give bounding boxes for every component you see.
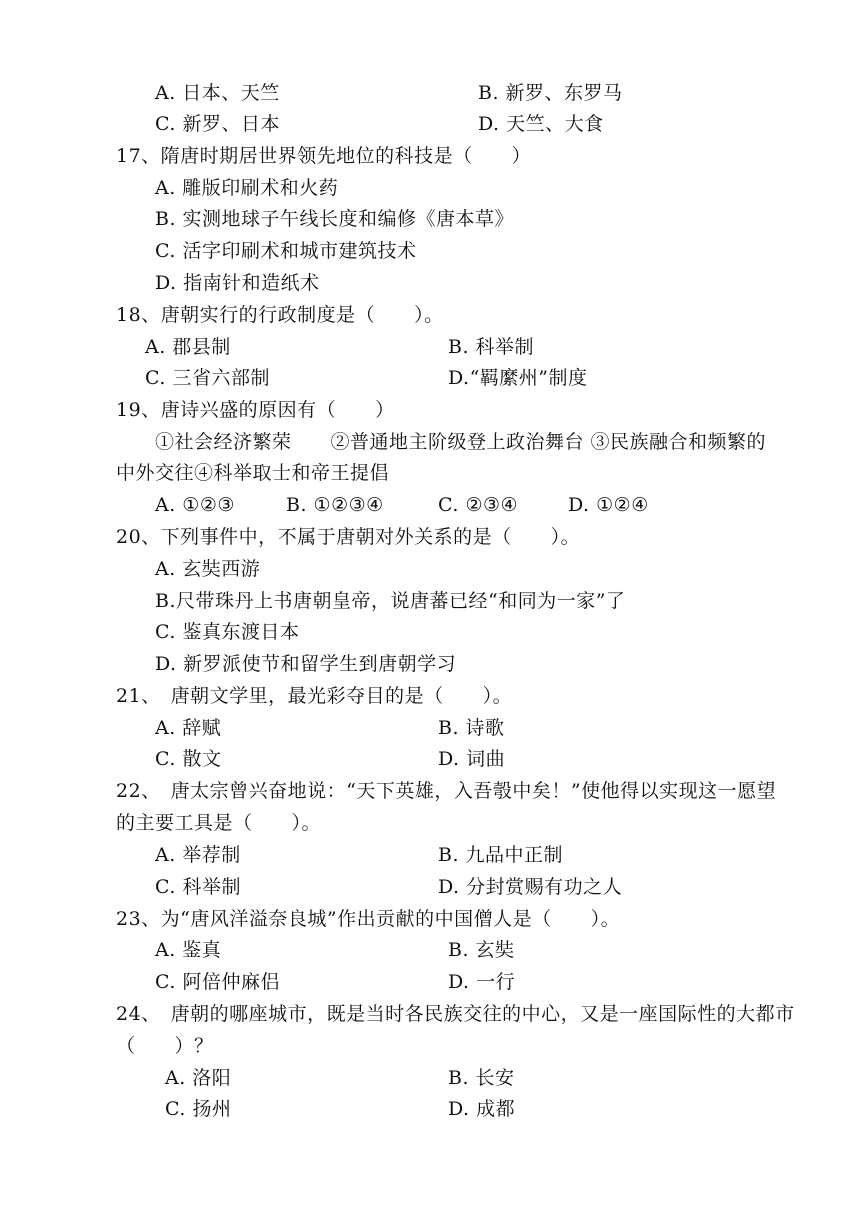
q16-option-d: D. 天竺、大食 bbox=[478, 113, 604, 135]
q23-option-b: B. 玄奘 bbox=[448, 939, 515, 961]
q24-option-c: C. 扬州 bbox=[165, 1098, 232, 1120]
q23-option-a: A. 鉴真 bbox=[155, 939, 222, 961]
q20-stem: 20、下列事件中，不属于唐朝对外关系的是（ ）。 bbox=[116, 526, 581, 548]
q21-option-c: C. 散文 bbox=[155, 748, 222, 770]
q23-option-d: D. 一行 bbox=[448, 971, 516, 993]
q22-stem-line2: 的主要工具是（ ）。 bbox=[116, 812, 322, 834]
q20-option-c: C. 鉴真东渡日本 bbox=[155, 621, 300, 643]
q24-option-d: D. 成都 bbox=[448, 1098, 516, 1120]
q24-stem-line1: 24、 唐朝的哪座城市，既是当时各民族交往的中心，又是一座国际性的大都市 bbox=[116, 1003, 795, 1025]
q17-option-b: B. 实测地球子午线长度和编修《唐本草》 bbox=[155, 208, 515, 230]
q21-option-a: A. 辞赋 bbox=[155, 717, 222, 739]
q19-stem: 19、唐诗兴盛的原因有（ ） bbox=[116, 399, 395, 421]
q20-option-b: B.尺带珠丹上书唐朝皇帝，说唐蕃已经“和同为一家”了 bbox=[155, 590, 626, 612]
q19-option-a: A. ①②③ bbox=[155, 494, 235, 516]
q21-stem: 21、 唐朝文学里，最光彩夺目的是（ ）。 bbox=[116, 685, 513, 707]
q20-option-a: A. 玄奘西游 bbox=[155, 558, 261, 580]
q24-stem-line2: （ ）？ bbox=[116, 1035, 214, 1057]
q16-option-b: B. 新罗、东罗马 bbox=[478, 82, 623, 104]
q18-option-a: A. 郡县制 bbox=[145, 336, 231, 358]
q18-stem: 18、唐朝实行的行政制度是（ ）。 bbox=[116, 304, 444, 326]
q22-option-d: D. 分封赏赐有功之人 bbox=[438, 876, 623, 898]
q17-option-d: D. 指南针和造纸术 bbox=[155, 272, 320, 294]
q18-option-c: C. 三省六部制 bbox=[145, 367, 270, 389]
q17-stem: 17、隋唐时期居世界领先地位的科技是（ ） bbox=[116, 145, 532, 167]
q22-option-a: A. 举荐制 bbox=[155, 844, 241, 866]
q19-statements-line2: 中外交往④科举取士和帝王提倡 bbox=[116, 462, 390, 484]
q18-option-d: D.“羁縻州”制度 bbox=[448, 367, 588, 389]
q21-option-d: D. 词曲 bbox=[438, 748, 506, 770]
q24-option-a: A. 洛阳 bbox=[165, 1067, 232, 1089]
q22-option-b: B. 九品中正制 bbox=[438, 844, 564, 866]
q17-option-a: A. 雕版印刷术和火药 bbox=[155, 177, 339, 199]
q17-option-c: C. 活字印刷术和城市建筑技术 bbox=[155, 240, 417, 262]
q18-option-b: B. 科举制 bbox=[448, 336, 535, 358]
q19-option-c: C. ②③④ bbox=[438, 494, 519, 516]
q20-option-d: D. 新罗派使节和留学生到唐朝学习 bbox=[155, 653, 457, 675]
q22-option-c: C. 科举制 bbox=[155, 876, 241, 898]
q16-option-c: C. 新罗、日本 bbox=[155, 113, 280, 135]
q19-option-b: B. ①②③④ bbox=[286, 494, 384, 516]
q22-stem-line1: 22、 唐太宗曾兴奋地说：“天下英雄，入吾彀中矣！”使他得以实现这一愿望 bbox=[116, 780, 777, 802]
q23-stem: 23、为“唐风洋溢奈良城”作出贡献的中国僧人是（ ）。 bbox=[116, 908, 621, 930]
q19-option-d: D. ①②④ bbox=[568, 494, 649, 516]
q21-option-b: B. 诗歌 bbox=[438, 717, 505, 739]
q23-option-c: C. 阿倍仲麻侣 bbox=[155, 971, 280, 993]
q19-statements-line1: ①社会经济繁荣 ②普通地主阶级登上政治舞台 ③民族融合和频繁的 bbox=[155, 431, 767, 453]
q16-option-a: A. 日本、天竺 bbox=[155, 82, 280, 104]
q24-option-b: B. 长安 bbox=[448, 1067, 515, 1089]
